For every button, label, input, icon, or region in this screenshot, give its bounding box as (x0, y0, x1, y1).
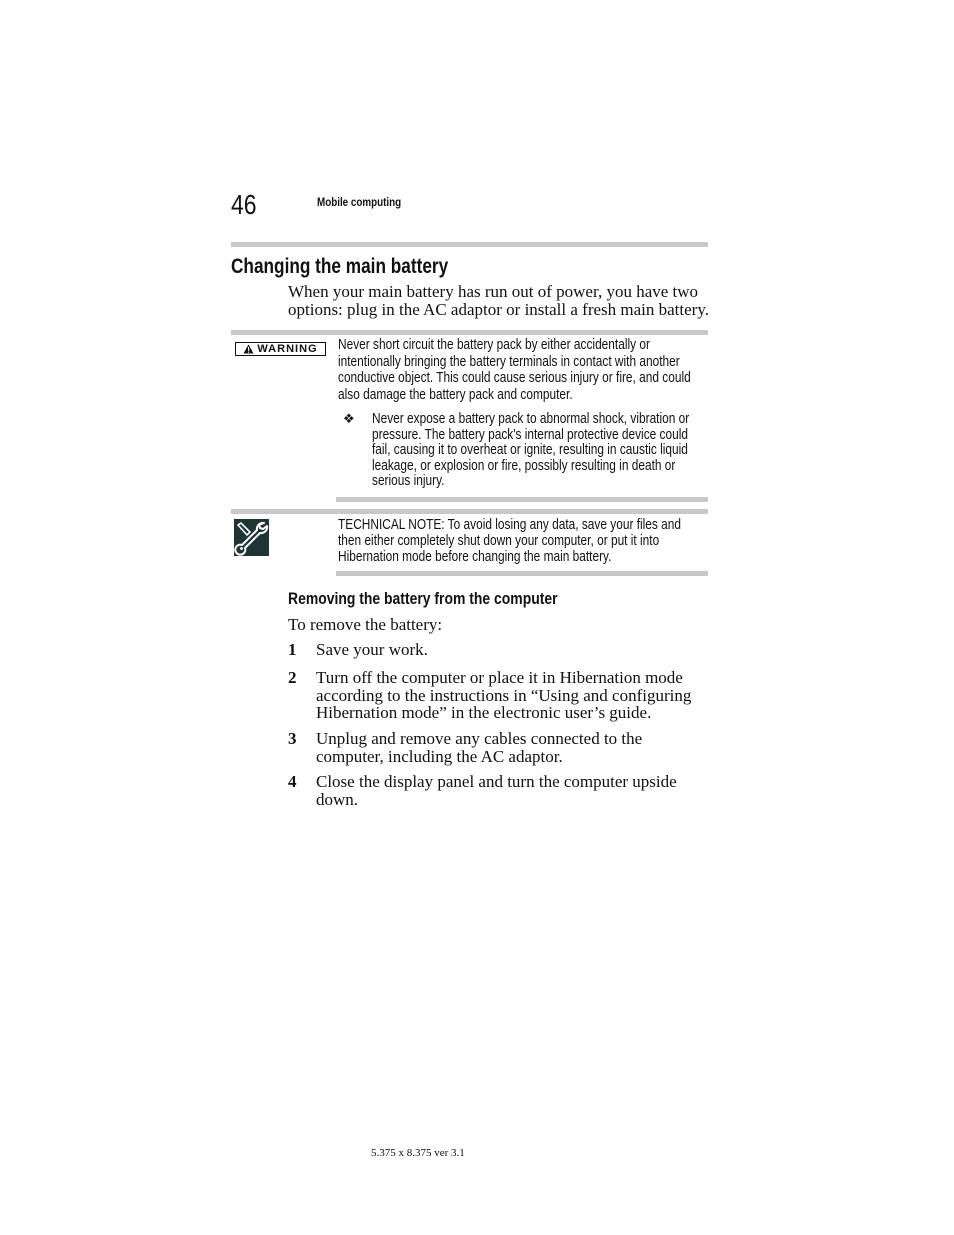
warning-top-rule (231, 330, 708, 335)
running-title: Mobile computing (317, 195, 402, 209)
wrench-icon (234, 519, 269, 556)
intro-line: options: plug in the AC adaptor or install a fresh main battery. (288, 300, 709, 319)
page-number: 46 (231, 189, 257, 220)
tech-note-text: TECHNICAL NOTE: To avoid losing any data, save your files and then either completely shut down your computer, or put it into Hibernation mode before changing the main battery. (338, 517, 681, 565)
warning-bullet-text: Never expose a battery pack to abnormal shock, vibration or pressure. The battery pack's internal protective device could fail, causing it to overheat or ignite, resulting in caustic liquid leakage, or explosion or fire, possibly resulting in death or serious injury. (372, 411, 690, 490)
diamond-bullet-icon: ❖ (343, 411, 355, 426)
warning-label: WARNING (257, 343, 318, 355)
section-rule (231, 242, 708, 247)
intro-line: When your main battery has run out of power, you have two (288, 282, 699, 301)
section-title: Changing the main battery (231, 255, 449, 278)
step-number: 1 (288, 640, 297, 659)
warning-bottom-rule (336, 497, 708, 502)
intro-paragraph (288, 283, 718, 319)
step-number: 3 (288, 729, 297, 748)
subsection-title: Removing the battery from the computer (288, 589, 558, 608)
step-text: Close the display panel and turn the computer upside down. (316, 772, 677, 809)
page-footer: 5.375 x 8.375 ver 3.1 (371, 1147, 465, 1159)
tech-note-top-rule (231, 509, 708, 514)
warning-text: Never short circuit the battery pack by either accidentally or intentionally bringing the battery terminals in contact with another conductive object. This could cause serious injury or fire, and could also damage the battery pack and computer. (338, 337, 691, 403)
warning-badge (235, 342, 326, 356)
step-number: 4 (288, 772, 297, 791)
step-text: Save your work. (316, 640, 428, 659)
procedure-lead: To remove the battery: (288, 615, 443, 634)
tech-note-bottom-rule (336, 571, 708, 576)
step-text: Unplug and remove any cables connected to the computer, including the AC adaptor. (316, 729, 643, 766)
step-number: 2 (288, 668, 297, 687)
warning-triangle-icon (243, 344, 254, 354)
step-text: Turn off the computer or place it in Hibernation mode according to the instructions in “Using and configuring Hibernation mode” in the electronic user’s guide. (316, 668, 692, 722)
